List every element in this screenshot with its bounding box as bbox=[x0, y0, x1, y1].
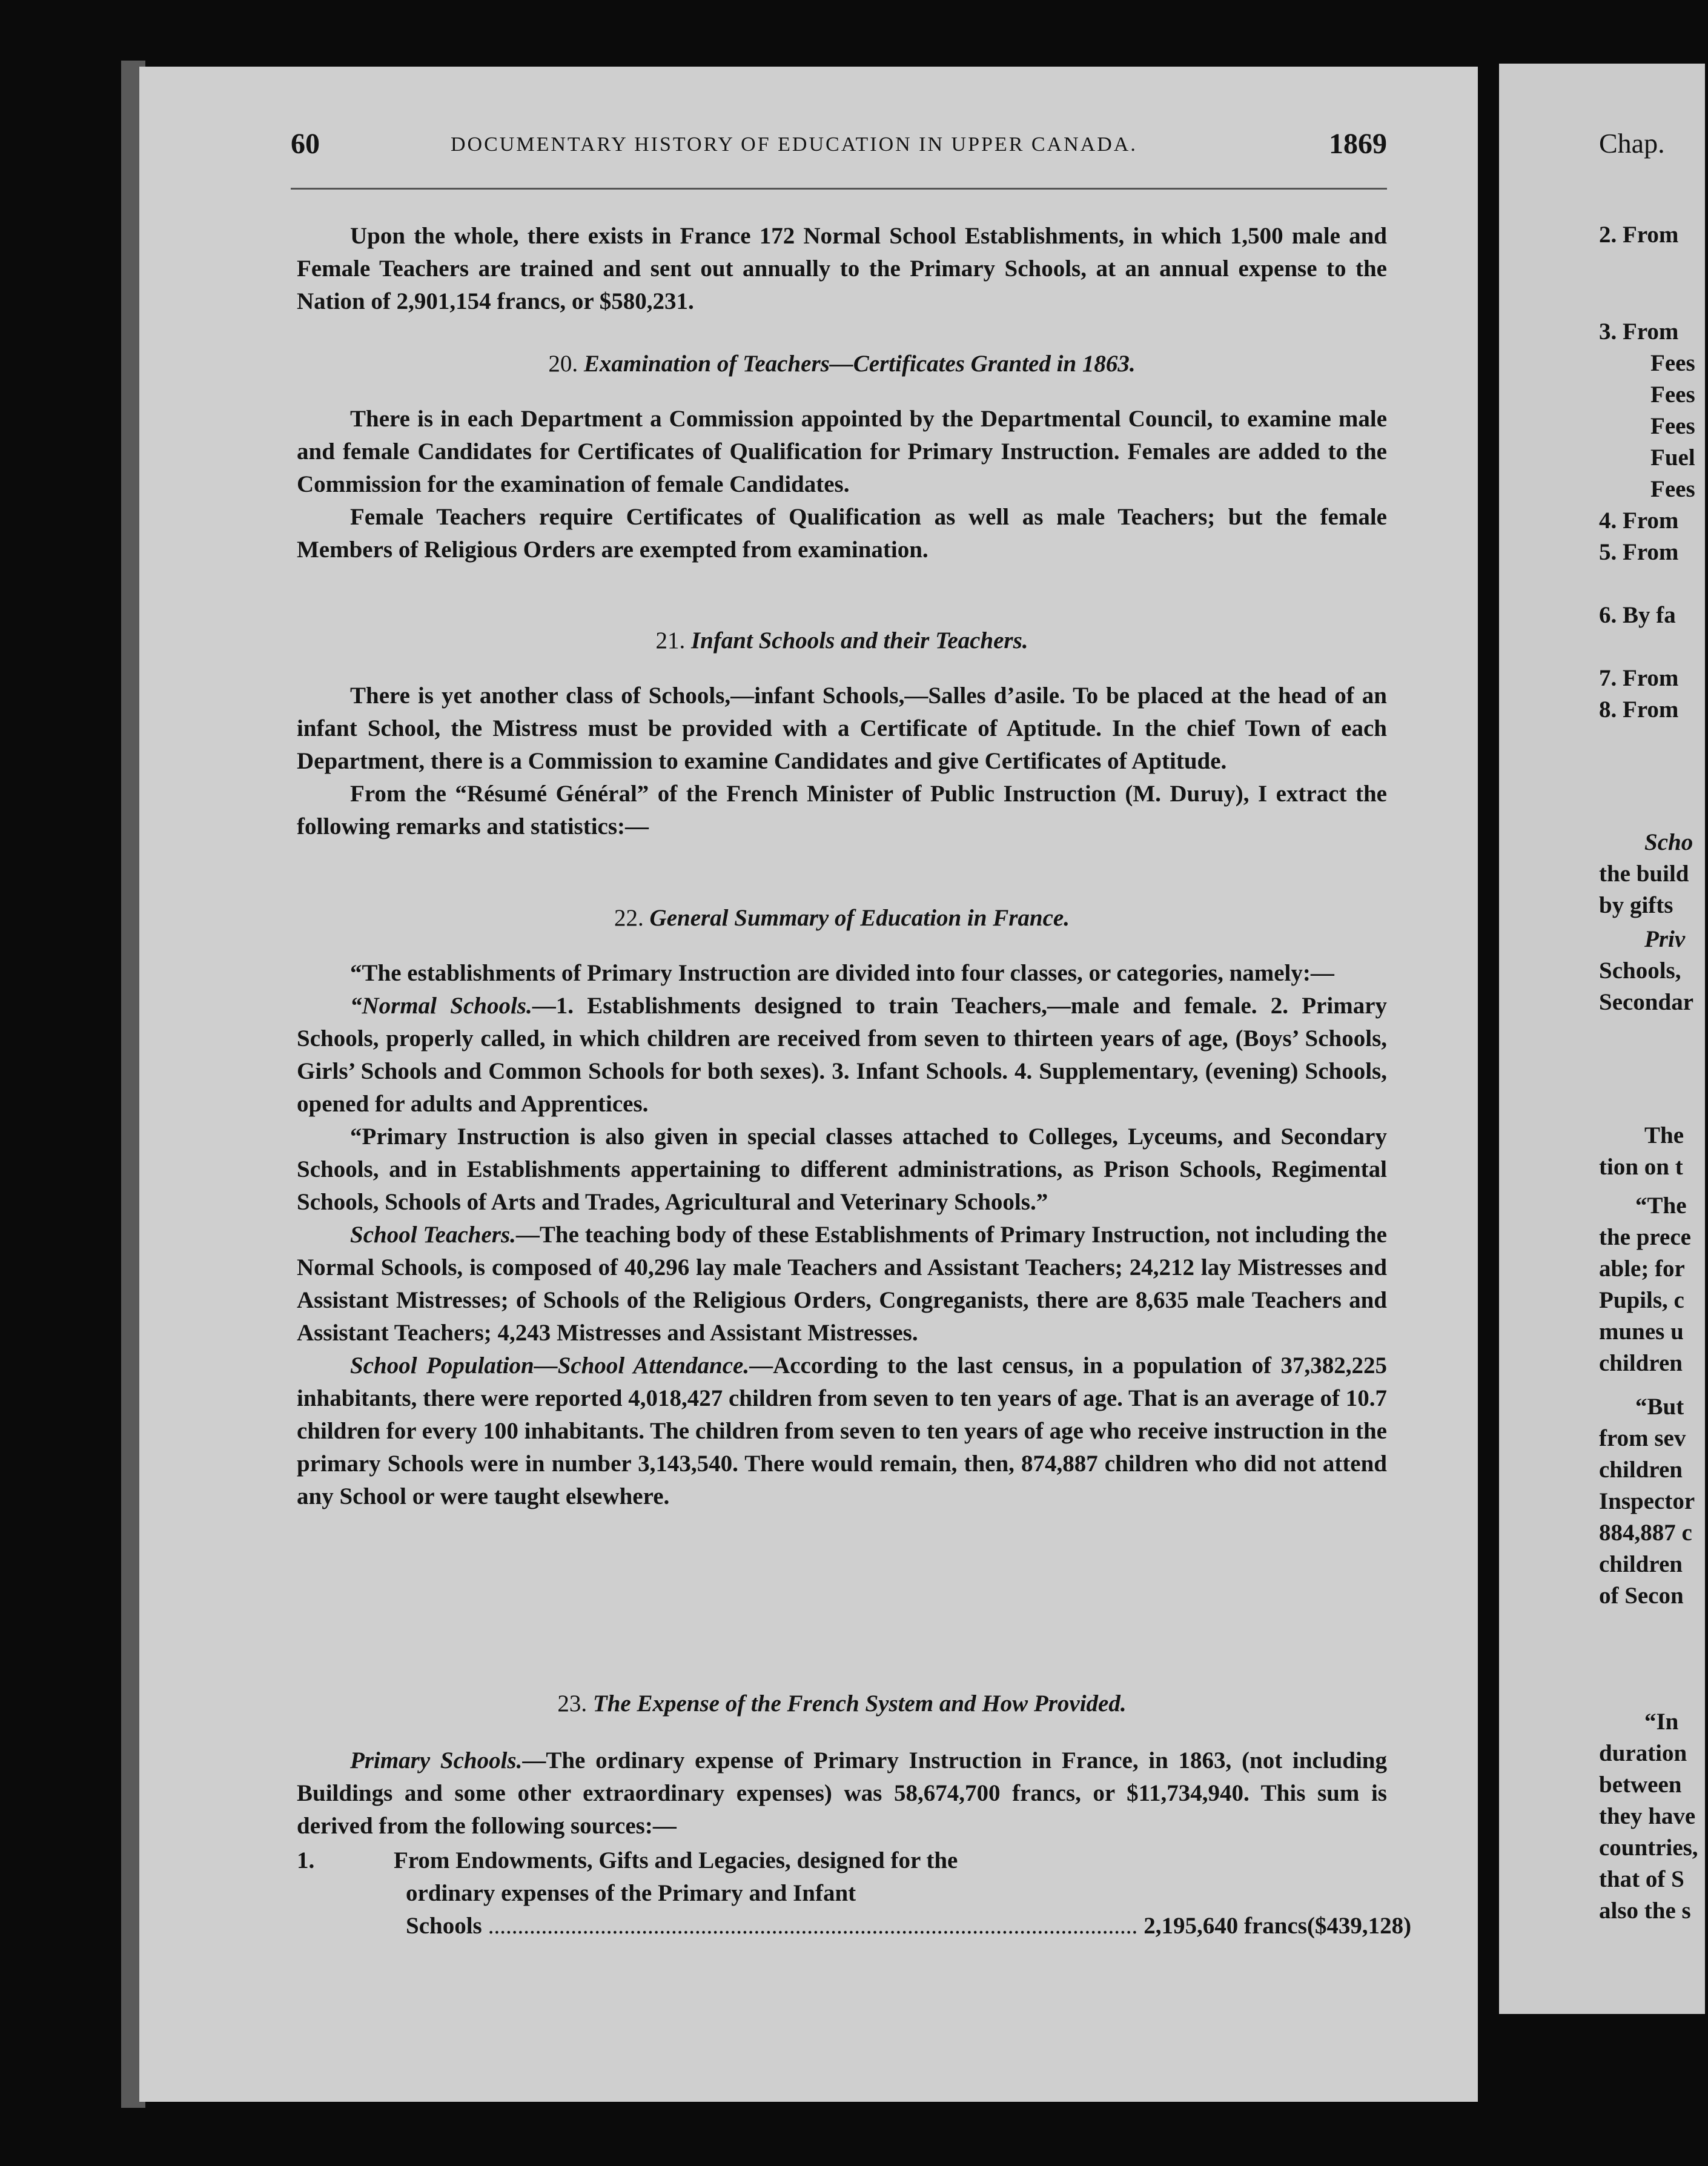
right-line: “The bbox=[1635, 1193, 1687, 1219]
paragraph bbox=[297, 1219, 1387, 1350]
right-line: 7. From bbox=[1599, 665, 1679, 691]
right-line: by gifts bbox=[1599, 892, 1673, 918]
section-21-body bbox=[297, 680, 1387, 843]
lead-in: Primary Schools. bbox=[350, 1747, 523, 1774]
right-line: 4. From bbox=[1599, 508, 1679, 534]
paragraph: Female Teachers require Certificates of Qualification as well as male Teachers; but the female Members of Religious Orders are exempted from examination. bbox=[297, 504, 1387, 563]
right-line: tion on t bbox=[1599, 1154, 1683, 1180]
paragraph: “Primary Instruction is also given in special classes attached to Colleges, Lyceums, and Secondary Schools, and in Establishments appertaining to different administrations, as Prison Schools, Regimental Schools, Schools of Arts and Trades, Agricultural and Veterinary Schools.” bbox=[297, 1124, 1387, 1215]
paragraph: “The establishments of Primary Instruction are divided into four classes, or categories, namely:— bbox=[350, 960, 1334, 986]
right-line: The bbox=[1644, 1122, 1684, 1148]
right-line: Fees bbox=[1650, 350, 1695, 376]
item-line: ordinary expenses of the Primary and Infant bbox=[406, 1880, 856, 1906]
paragraph bbox=[297, 990, 1387, 1121]
section-22-heading bbox=[297, 904, 1387, 932]
right-page-text bbox=[1599, 0, 1708, 2166]
section-title: General Summary of Education in France. bbox=[649, 905, 1070, 931]
section-number: 23. bbox=[557, 1691, 588, 1717]
paragraph: From the “Résumé Général” of the French Minister of Public Instruction (M. Duruy), I extract the following remarks and statistics:— bbox=[297, 781, 1387, 840]
section-22-body bbox=[297, 957, 1387, 1513]
right-line: children bbox=[1599, 1457, 1683, 1483]
section-title: Examination of Teachers—Certificates Granted in 1863. bbox=[583, 351, 1136, 377]
right-line: Fees bbox=[1650, 382, 1695, 408]
item-number: 1. bbox=[297, 1847, 315, 1873]
section-title: Infant Schools and their Teachers. bbox=[690, 628, 1028, 654]
right-line: that of S bbox=[1599, 1866, 1684, 1892]
paragraph bbox=[297, 1744, 1387, 1843]
section-20-heading bbox=[297, 350, 1387, 377]
right-line: duration bbox=[1599, 1740, 1687, 1766]
paragraph-text: —According to the last census, in a population of 37,382,225 inhabitants, there were reported 4,018,427 children from seven to ten years of age. That is an average of 10.7 children for every 100 inhabitants. The children from seven to ten years of age who receive instruction in the primary Schools were in number 3,143,540. There would remain, then, 874,887 children who did not attend any School or were taught elsewhere. bbox=[297, 1353, 1387, 1509]
lead-in: School Population—School Attendance. bbox=[350, 1353, 750, 1379]
right-line: 2. From bbox=[1599, 222, 1679, 248]
right-line: Schools, bbox=[1599, 958, 1681, 984]
header-rule bbox=[291, 188, 1387, 190]
right-line: Fees bbox=[1650, 413, 1695, 439]
right-line: “In bbox=[1644, 1709, 1679, 1735]
page-number: 60 bbox=[291, 128, 320, 160]
right-line: 8. From bbox=[1599, 697, 1679, 723]
section-number: 20. bbox=[548, 351, 578, 377]
right-line: 884,887 c bbox=[1599, 1520, 1692, 1546]
item-line: Schools bbox=[406, 1913, 482, 1939]
right-line: also the s bbox=[1599, 1898, 1691, 1924]
right-line: Secondar bbox=[1599, 989, 1693, 1015]
right-line: children bbox=[1599, 1350, 1683, 1376]
paragraph-text: —The ordinary expense of Primary Instruction in France, in 1863, (not including Buildings and some other extraordinary expenses) was 58,674,700 francs, or $11,734,940. This sum is derived from the following sources:— bbox=[297, 1747, 1387, 1839]
amount-francs: 2,195,640 francs bbox=[1144, 1913, 1307, 1939]
right-line: they have bbox=[1599, 1803, 1696, 1829]
right-line: of Secon bbox=[1599, 1583, 1684, 1609]
right-line: 3. From bbox=[1599, 319, 1679, 345]
running-header bbox=[291, 127, 1387, 170]
section-23-body bbox=[297, 1744, 1387, 1843]
right-line: 6. By fa bbox=[1599, 602, 1676, 628]
right-line: Pupils, c bbox=[1599, 1287, 1684, 1313]
right-line: from sev bbox=[1599, 1425, 1686, 1451]
right-line: between bbox=[1599, 1772, 1682, 1798]
right-line: Scho bbox=[1644, 829, 1693, 855]
intro-paragraph: Upon the whole, there exists in France 172 Normal School Establishments, in which 1,500 male and Female Teachers are trained and sent out annually to the Primary Schools, at an annual expense to the Nation of 2,901,154 francs, or $580,231. bbox=[297, 223, 1387, 314]
right-line: able; for bbox=[1599, 1256, 1685, 1282]
section-title: The Expense of the French System and How Provided. bbox=[592, 1691, 1127, 1717]
section-21-heading bbox=[297, 627, 1387, 654]
running-title: DOCUMENTARY HISTORY OF EDUCATION IN UPPER CANADA. bbox=[451, 133, 1137, 156]
paragraph-text: —1. Establishments designed to train Teachers,—male and female. 2. Primary Schools, properly called, in which children are received from seven to thirteen years of age, (Boys’ Schools, Girls’ Schools and Common Schools for both sexes). 3. Infant Schools. 4. Supplementary, (evening) Schools, opened for adults and Apprentices. bbox=[297, 993, 1387, 1117]
right-line: munes u bbox=[1599, 1319, 1684, 1345]
right-line: Inspector bbox=[1599, 1488, 1695, 1514]
dot-leader: .............................................................................................................. bbox=[488, 1913, 1138, 1939]
right-line: Fuel bbox=[1650, 445, 1695, 471]
paragraph: There is yet another class of Schools,—infant Schools,—Salles d’asile. To be placed at the head of an infant School, the Mistress must be provided with a Certificate of Aptitude. In the chief Town of each Department, there is a Commission to examine Candidates and give Certificates of Aptitude. bbox=[297, 683, 1387, 774]
right-line: 5. From bbox=[1599, 539, 1679, 565]
right-line: “But bbox=[1635, 1394, 1684, 1420]
section-number: 22. bbox=[614, 905, 644, 931]
paragraph-text: —The teaching body of these Establishments of Primary Instruction, not including the Normal Schools, is composed of 40,296 lay male Teachers and Assistant Teachers; 24,212 lay Mistresses and Assistant Mistresses; of Schools of the Religious Orders, Congreganists, there are 8,635 male Teachers and Assistant Teachers; 4,243 Mistresses and Assistant Mistresses. bbox=[297, 1222, 1387, 1346]
paragraph: There is in each Department a Commission appointed by the Departmental Council, to examine male and female Candidates for Certificates of Qualification for Primary Instruction. Females are added to the Commission for the examination of female Candidates. bbox=[297, 406, 1387, 497]
amount-dollars: ($439,128) bbox=[1306, 1913, 1412, 1939]
right-line: the build bbox=[1599, 861, 1689, 887]
right-line: children bbox=[1599, 1551, 1683, 1577]
right-line: countries, bbox=[1599, 1835, 1698, 1861]
item-line: From Endowments, Gifts and Legacies, designed for the bbox=[394, 1847, 958, 1873]
section-number: 21. bbox=[655, 628, 686, 654]
paragraph bbox=[297, 1350, 1387, 1513]
lead-in: School Teachers. bbox=[350, 1222, 516, 1248]
intro-block bbox=[297, 220, 1387, 318]
right-page-header: Chap. bbox=[1599, 128, 1665, 159]
section-23-heading bbox=[297, 1690, 1387, 1717]
section-20-body bbox=[297, 403, 1387, 566]
source-item-1 bbox=[297, 1844, 1412, 1947]
right-line: Fees bbox=[1650, 476, 1695, 502]
right-line: Priv bbox=[1644, 926, 1686, 952]
lead-in: “Normal Schools. bbox=[350, 993, 532, 1019]
header-year: 1869 bbox=[1329, 128, 1387, 160]
item-total-line bbox=[406, 1910, 1412, 1942]
right-line: the prece bbox=[1599, 1224, 1691, 1250]
